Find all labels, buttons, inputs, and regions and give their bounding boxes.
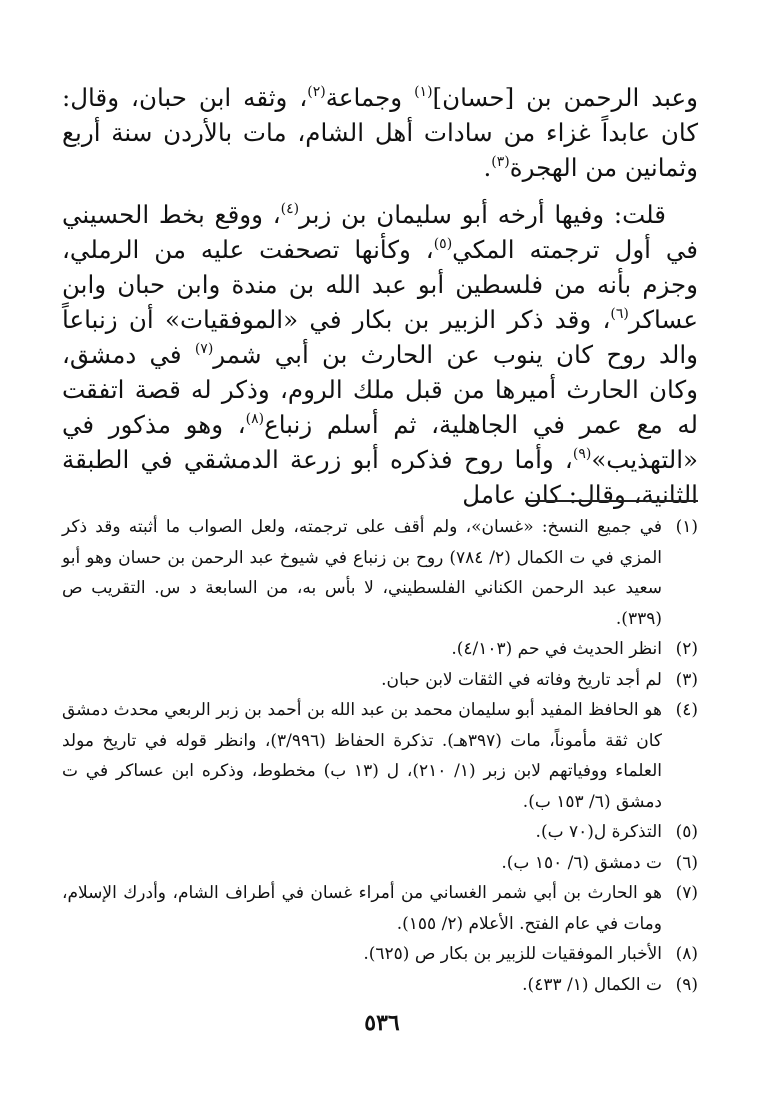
footnote-ref-4: (٤) xyxy=(280,201,300,217)
footnote-ref-8: (٨) xyxy=(245,411,265,427)
paragraph-2 xyxy=(62,197,698,512)
footnote-ref-6: (٦) xyxy=(610,306,629,322)
main-text xyxy=(62,80,698,512)
text-run: . xyxy=(483,153,492,182)
footnote-number: (٥) xyxy=(675,822,698,842)
paragraph-1 xyxy=(62,80,698,185)
page-number: ٥٣٦ xyxy=(364,1010,400,1036)
footnote-6 xyxy=(62,848,698,879)
footnote-number: (٧) xyxy=(675,883,698,903)
footnote-text: ت الكمال (١/ ٤٣٣). xyxy=(522,974,662,995)
footnote-text: هو الحارث بن أبي شمر الغساني من أمراء غسان في أطراف الشام، وأدرك الإسلام، ومات في عام الفتح. الأعلام (٢/ ١٥٥). xyxy=(62,883,662,934)
footnote-number: (١) xyxy=(675,517,698,537)
footnote-text: ت دمشق (٦/ ١٥٠ ب). xyxy=(501,852,662,873)
footnote-8 xyxy=(62,939,698,970)
text-run: ، وقد ذكر الزبير بن بكار في «الموفقيات» أن زنباعاً والد روح كان ينوب عن الحارث بن أبي شمر xyxy=(62,305,698,369)
text-run: ، ووقع بخط الحسيني في أول ترجمته المكي xyxy=(62,200,698,264)
footnote-text: في جميع النسخ: «غسان»، ولم أقف على ترجمته، ولعل الصواب ما أثبته وقد ذكر المزي في ت الكمال (٢/ ٧٨٤) روح بن زنباع في شيوخ عبد الرحمن بن حسان وهو أبو سعيد عبد الرحمن الكناني الفلسطيني، لا بأس به، من السابعة د س. التقريب ص (٣٣٩). xyxy=(62,517,662,629)
footnote-text: التذكرة ل(٧٠ ب). xyxy=(535,822,662,842)
footnote-number: (٩) xyxy=(675,974,698,995)
footnote-5 xyxy=(62,817,698,848)
footnote-text: انظر الحديث في حم (٤/١٠٣). xyxy=(451,639,662,659)
text-run: ، وأما روح فذكره أبو زرعة الدمشقي في الطبقة الثانية، وقال: كان عامل xyxy=(62,445,698,509)
text-run: في دمشق، وكان الحارث أميرها من قبل ملك الروم، وذكر له قصة اتفقت له مع عمر في الجاهلية، ثم أسلم زنباع xyxy=(62,340,699,439)
footnote-ref-9: (٩) xyxy=(572,446,592,462)
footnote-ref-3: (٣) xyxy=(491,154,510,170)
text-run: ، وهو مذكور في «التهذيب» xyxy=(62,410,698,474)
footnote-ref-7: (٧) xyxy=(194,341,214,357)
footnote-number: (٣) xyxy=(675,669,698,690)
footnote-number: (٢) xyxy=(675,639,698,659)
text-run: ، وثقه ابن حبان، وقال: كان عابداً غزاء من سادات أهل الشام، مات بالأردن سنة أربع وثمانين من الهجرة xyxy=(62,83,698,182)
footnote-2 xyxy=(62,634,698,665)
footnote-ref-2: (٢) xyxy=(307,84,326,100)
footnote-ref-1: (١) xyxy=(414,84,433,100)
footnote-divider xyxy=(525,500,698,502)
footnote-7 xyxy=(62,878,698,939)
footnote-ref-5: (٥) xyxy=(433,236,453,252)
footnote-1 xyxy=(62,512,698,634)
footnote-text: لم أجد تاريخ وفاته في الثقات لابن حبان. xyxy=(381,669,662,690)
text-run: وعبد الرحمن بن [حسان] xyxy=(432,83,698,112)
footnote-3 xyxy=(62,665,698,696)
text-run: قلت: وفيها أرخه أبو سليمان بن زبر xyxy=(299,200,667,229)
footnote-text: هو الحافظ المفيد أبو سليمان محمد بن عبد الله بن أحمد بن زبر الربعي محدث دمشق كان ثقة مأموناً، مات (٣٩٧هـ). تذكرة الحفاظ (٣/٩٩٦)، وانظر قوله في تاريخ مولد العلماء ووفياتهم لابن زبر (١/ ٢١٠)، ل (١٣ ب) مخطوط، وذكره ابن عساكر في ت دمشق (٦/ ١٥٣ ب). xyxy=(62,700,663,812)
text-run: وجماعة xyxy=(325,83,415,112)
footnotes xyxy=(62,512,698,1000)
footnote-text: الأخبار الموفقيات للزبير بن بكار ص (٦٢٥). xyxy=(363,944,662,964)
footnote-number: (٨) xyxy=(675,944,698,964)
text-run: ، وكأنها تصحفت عليه من الرملي، وجزم بأنه من فلسطين أبو عبد الله بن مندة وابن حبان وابن عساكر xyxy=(62,235,698,334)
footnote-9 xyxy=(62,970,698,1001)
footnote-number: (٤) xyxy=(675,700,698,720)
footnote-4 xyxy=(62,695,698,817)
footnote-number: (٦) xyxy=(675,852,698,873)
